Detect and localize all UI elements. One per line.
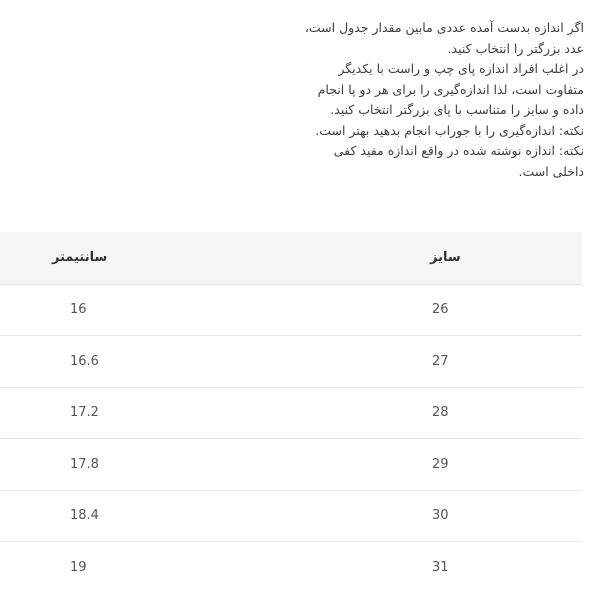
header-size: سایز xyxy=(430,250,461,266)
table-header-row xyxy=(0,232,582,284)
instruction-line: در اغلب افراد اندازه پای چپ و راست با یکدیگر xyxy=(338,61,584,76)
cell-centimeter: 16 xyxy=(70,302,87,318)
instruction-line: نکته: اندازه نوشته شده در واقع اندازه مفید کفی xyxy=(333,143,584,158)
instruction-line: اگر اندازه بدست آمده عددی مابین مقدار جدول است، xyxy=(304,20,584,35)
cell-centimeter: 18.4 xyxy=(70,508,99,524)
instruction-line: متفاوت است، لذا اندازه‌گیری را برای هر دو پا انجام xyxy=(317,81,584,97)
measurement-instructions xyxy=(254,18,584,182)
cell-size: 28 xyxy=(432,405,449,421)
cell-size: 31 xyxy=(432,560,449,575)
table-row xyxy=(0,387,582,439)
instruction-line: داده و سایز را متناسب با پای بزرگتر انتخاب کنید. xyxy=(330,102,584,117)
cell-size: 26 xyxy=(432,302,449,318)
size-table xyxy=(0,232,582,593)
cell-size: 27 xyxy=(432,353,449,369)
instruction-line: نکته: اندازه‌گیری را با جوراب انجام بدهید بهتر است. xyxy=(315,122,584,138)
header-centimeter: سانتیمتر xyxy=(52,250,108,266)
instruction-line: عدد بزرگتر را انتخاب کنید. xyxy=(447,40,584,56)
cell-centimeter: 17.2 xyxy=(70,405,99,421)
cell-centimeter: 17.8 xyxy=(70,456,99,472)
table-row xyxy=(0,439,582,491)
cell-centimeter: 16.6 xyxy=(70,353,99,369)
instruction-line: داخلی است. xyxy=(518,163,584,179)
table-row xyxy=(0,336,582,388)
cell-centimeter: 19 xyxy=(70,560,87,575)
table-row xyxy=(0,542,582,594)
table-row xyxy=(0,284,582,336)
table-row xyxy=(0,490,582,542)
cell-size: 30 xyxy=(432,508,449,524)
cell-size: 29 xyxy=(432,456,449,472)
